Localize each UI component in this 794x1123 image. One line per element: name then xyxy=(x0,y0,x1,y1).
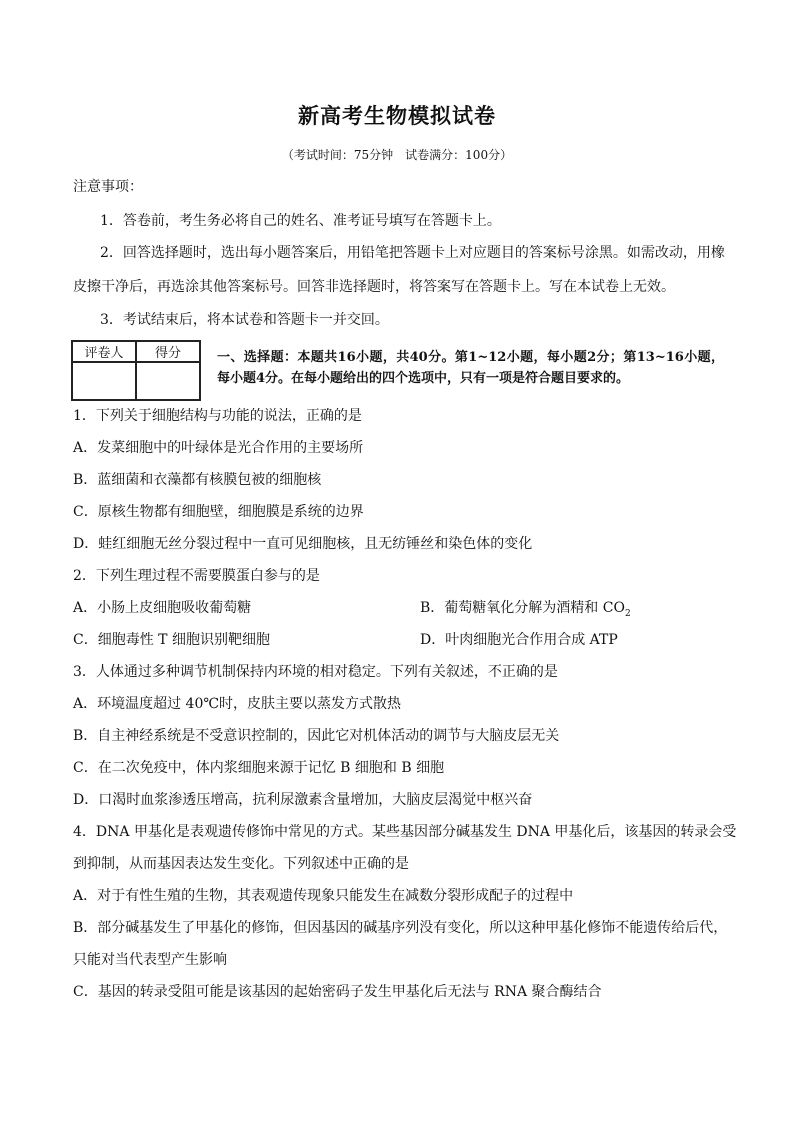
question-2-option-b xyxy=(420,598,631,624)
grader-header: 评卷人 xyxy=(72,341,136,362)
question-1-stem: 1．下列关于细胞结构与功能的说法，正确的是 xyxy=(73,408,362,424)
question-4-option-b-line-2: 只能对当代表型产生影响 xyxy=(73,952,227,968)
question-2-stem: 2．下列生理过程不需要膜蛋白参与的是 xyxy=(73,568,320,584)
score-table xyxy=(71,340,201,401)
page-title: 新高考生物模拟试卷 xyxy=(298,104,496,128)
question-4-option-c: C．基因的转录受阻可能是该基因的起始密码子发生甲基化后无法与 RNA 聚合酶结合 xyxy=(73,984,602,1000)
question-4-stem-line-2: 到抑制，从而基因表达发生变化。下列叙述中正确的是 xyxy=(73,856,409,872)
question-4-option-a: A．对于有性生殖的生物，其表观遗传现象只能发生在减数分裂形成配子的过程中 xyxy=(73,888,574,904)
question-2-option-b-text: B．葡萄糖氧化分解为酒精和 CO xyxy=(420,600,625,616)
question-4-stem-line-1: 4．DNA 甲基化是表观遗传修饰中常见的方式。某些基因部分碱基发生 DNA 甲基化后，该基因的转录会受 xyxy=(73,824,737,840)
question-1-option-a: A．发菜细胞中的叶绿体是光合作用的主要场所 xyxy=(73,440,364,456)
question-1-option-d: D．蛙红细胞无丝分裂过程中一直可见细胞核，且无纺锤丝和染色体的变化 xyxy=(73,536,533,552)
question-2-option-a: A．小肠上皮细胞吸收葡萄糖 xyxy=(73,600,252,616)
question-1-option-c: C．原核生物都有细胞壁，细胞膜是系统的边界 xyxy=(73,504,364,520)
notice-heading: 注意事项： xyxy=(73,179,143,195)
question-3-option-b: B．自主神经系统是不受意识控制的，因此它对机体活动的调节与大脑皮层无关 xyxy=(73,728,560,744)
question-3-option-d: D．口渴时血浆渗透压增高，抗利尿激素含量增加，大脑皮层渴觉中枢兴奋 xyxy=(73,792,533,808)
notice-item-1: 1．答卷前，考生务必将自己的姓名、准考证号填写在答题卡上。 xyxy=(100,213,501,229)
question-3-option-c: C．在二次免疫中，体内浆细胞来源于记忆 B 细胞和 B 细胞 xyxy=(73,760,445,776)
score-cell xyxy=(136,362,200,400)
notice-item-3: 3．考试结束后，将本试卷和答题卡一并交回。 xyxy=(100,312,389,328)
question-2-option-d: D．叶肉细胞光合作用合成 ATP xyxy=(420,632,618,648)
notice-item-2-line-2: 皮擦干净后，再选涂其他答案标号。回答非选择题时，将答案写在答题卡上。写在本试卷上无效。 xyxy=(73,279,675,295)
grader-cell xyxy=(72,362,136,400)
exam-info: （考试时间：75分钟 试卷满分：100分） xyxy=(281,148,513,162)
question-2-option-c: C．细胞毒性 T 细胞识别靶细胞 xyxy=(73,632,270,648)
question-1-option-b: B．蓝细菌和衣藻都有核膜包被的细胞核 xyxy=(73,472,322,488)
question-2-row-1 xyxy=(73,598,723,618)
score-header: 得分 xyxy=(136,341,200,362)
question-2-row-2 xyxy=(73,630,723,650)
question-3-stem: 3．人体通过多种调节机制保持内环境的相对稳定。下列有关叙述，不正确的是 xyxy=(73,664,558,680)
question-4-option-b-line-1: B．部分碱基发生了甲基化的修饰，但因基因的碱基序列没有变化，所以这种甲基化修饰不能遗传给后代， xyxy=(73,920,728,936)
question-2-option-b-subscript: 2 xyxy=(624,608,631,619)
question-3-option-a: A．环境温度超过 40℃时，皮肤主要以蒸发方式散热 xyxy=(73,696,402,712)
notice-item-2-line-1: 2．回答选择题时，选出每小题答案后，用铅笔把答题卡上对应题目的答案标号涂黑。如需改动，用橡 xyxy=(100,245,725,261)
section-instructions: 一、选择题：本题共16小题，共40分。第1~12小题，每小题2分；第13~16小题，每小题4分。在每小题给出的四个选项中，只有一项是符合题目要求的。 xyxy=(217,350,724,386)
